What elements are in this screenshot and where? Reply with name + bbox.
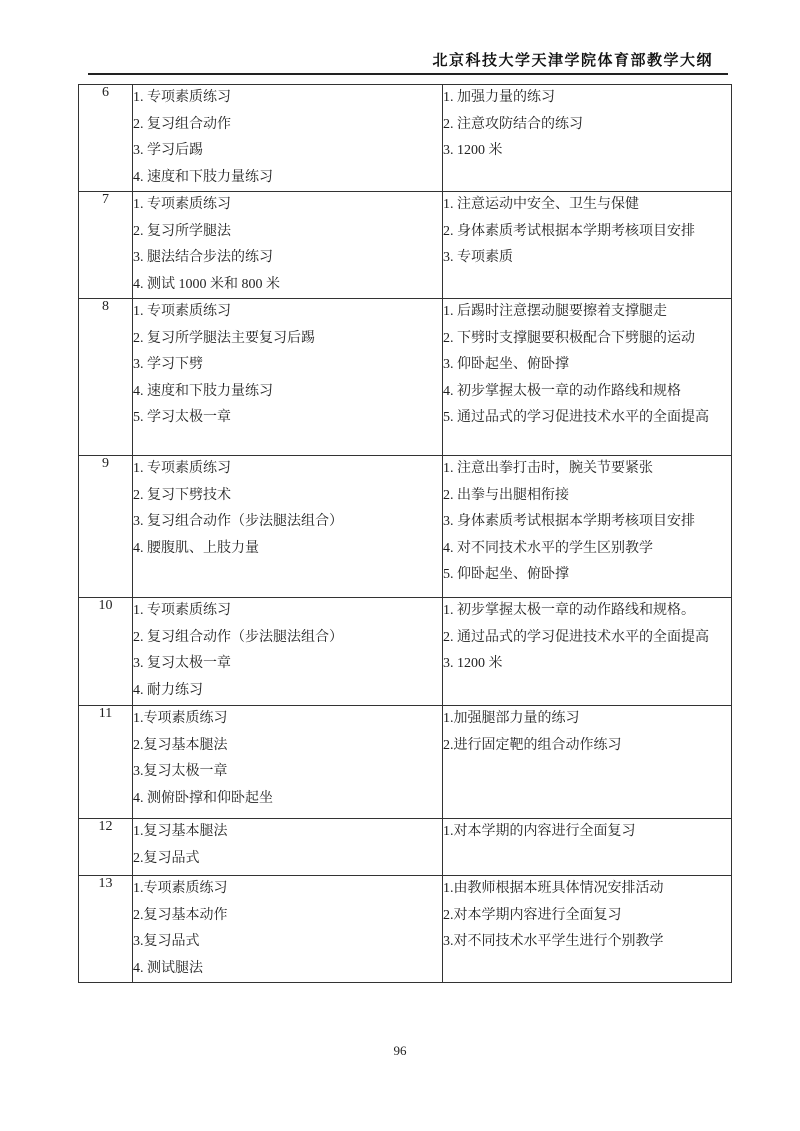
content-item: 3. 复习组合动作（步法腿法组合） [133, 514, 343, 529]
content-item: 2.复习基本动作 [133, 907, 228, 923]
header-title: 北京科技大学天津学院体育部教学大纲 [432, 53, 713, 69]
notes-item: 1. 后踢时注意摆动腿要擦着支撑腿走 [443, 304, 667, 319]
week-cell: 8 [79, 299, 133, 456]
table-row [79, 192, 732, 299]
notes-item: 2. 注意攻防结合的练习 [443, 116, 583, 132]
notes-item: 4. 对不同技术水平的学生区别教学 [443, 540, 653, 556]
week-cell: 11 [79, 706, 133, 819]
table-row [79, 819, 732, 876]
notes-item: 3. 1200 米 [443, 143, 503, 158]
header-rule [88, 73, 728, 75]
content-item: 4. 耐力练习 [133, 682, 203, 698]
notes-item: 2.进行固定靶的组合动作练习 [443, 737, 622, 753]
notes-item: 3. 1200 米 [443, 656, 503, 671]
notes-cell [443, 598, 732, 706]
notes-item: 1. 注意运动中安全、卫生与保健 [443, 197, 639, 212]
table-row [79, 299, 732, 456]
content-item: 1. 专项素质练习 [133, 197, 231, 212]
notes-item: 3.对不同技术水平学生进行个别教学 [443, 934, 664, 949]
notes-item: 2. 通过品式的学习促进技术水平的全面提高 [443, 629, 709, 645]
notes-item: 1.加强腿部力量的练习 [443, 711, 580, 726]
content-item: 1. 专项素质练习 [133, 461, 231, 476]
schedule-table-body [79, 85, 732, 983]
content-item: 4. 速度和下肢力量练习 [133, 169, 273, 185]
notes-item: 3. 专项素质 [443, 250, 513, 265]
week-cell: 7 [79, 192, 133, 299]
notes-item: 1. 注意出拳打击时，腕关节要紧张 [443, 461, 653, 476]
content-item: 2.复习品式 [133, 850, 200, 866]
notes-item: 5. 通过品式的学习促进技术水平的全面提高 [443, 410, 709, 425]
content-item: 1. 专项素质练习 [133, 90, 231, 105]
notes-item: 3. 身体素质考试根据本学期考核项目安排 [443, 514, 695, 529]
week-cell: 6 [79, 85, 133, 192]
table-row [79, 85, 732, 192]
content-item: 1. 专项素质练习 [133, 304, 231, 319]
content-item: 4. 测试 1000 米和 800 米 [133, 276, 280, 292]
table-row [79, 876, 732, 983]
content-item: 3. 腿法结合步法的练习 [133, 250, 273, 265]
notes-item: 2. 出拳与出腿相衔接 [443, 487, 569, 503]
notes-item: 1. 初步掌握太极一章的动作路线和规格。 [443, 603, 695, 618]
page-footer [0, 1042, 800, 1060]
content-item: 4. 腰腹肌、上肢力量 [133, 540, 259, 556]
content-item: 2. 复习下劈技术 [133, 487, 231, 503]
notes-cell [443, 85, 732, 192]
week-cell: 13 [79, 876, 133, 983]
content-item: 2. 复习所学腿法 [133, 223, 231, 239]
notes-item: 1. 加强力量的练习 [443, 90, 555, 105]
notes-cell [443, 876, 732, 983]
content-cell [133, 819, 443, 876]
content-item: 3. 学习后踢 [133, 143, 203, 158]
content-item: 3. 学习下劈 [133, 357, 203, 372]
content-item: 3.复习太极一章 [133, 764, 228, 779]
page-number: 96 [393, 1043, 407, 1058]
content-item: 5. 学习太极一章 [133, 410, 231, 425]
content-cell [133, 456, 443, 598]
content-cell [133, 598, 443, 706]
week-cell: 9 [79, 456, 133, 598]
notes-item: 1.对本学期的内容进行全面复习 [443, 824, 636, 839]
content-cell [133, 706, 443, 819]
week-cell: 10 [79, 598, 133, 706]
table-row [79, 706, 732, 819]
content-item: 2.复习基本腿法 [133, 737, 228, 753]
notes-cell [443, 819, 732, 876]
content-item: 1.专项素质练习 [133, 881, 228, 896]
content-item: 2. 复习组合动作 [133, 116, 231, 132]
content-item: 3.复习品式 [133, 934, 200, 949]
content-item: 4. 速度和下肢力量练习 [133, 383, 273, 399]
notes-item: 1.由教师根据本班具体情况安排活动 [443, 881, 664, 896]
week-cell: 12 [79, 819, 133, 876]
table-row [79, 456, 732, 598]
notes-cell [443, 192, 732, 299]
notes-item: 4. 初步掌握太极一章的动作路线和规格 [443, 383, 681, 399]
content-item: 1. 专项素质练习 [133, 603, 231, 618]
content-cell [133, 876, 443, 983]
notes-item: 3. 仰卧起坐、俯卧撑 [443, 357, 569, 372]
notes-item: 2. 身体素质考试根据本学期考核项目安排 [443, 223, 695, 239]
content-cell [133, 192, 443, 299]
content-cell [133, 299, 443, 456]
notes-item: 5. 仰卧起坐、俯卧撑 [443, 567, 569, 582]
content-item: 4. 测试腿法 [133, 960, 203, 976]
content-item: 4. 测俯卧撑和仰卧起坐 [133, 790, 273, 806]
content-item: 2. 复习组合动作（步法腿法组合） [133, 629, 343, 645]
content-item: 3. 复习太极一章 [133, 656, 231, 671]
content-item: 1.专项素质练习 [133, 711, 228, 726]
content-cell [133, 85, 443, 192]
content-item: 1.复习基本腿法 [133, 824, 228, 839]
notes-item: 2.对本学期内容进行全面复习 [443, 907, 622, 923]
schedule-table [78, 84, 732, 983]
notes-cell [443, 706, 732, 819]
table-row [79, 598, 732, 706]
notes-cell [443, 456, 732, 598]
notes-item: 2. 下劈时支撑腿要积极配合下劈腿的运动 [443, 330, 695, 346]
content-item: 2. 复习所学腿法主要复习后踢 [133, 330, 315, 346]
notes-cell [443, 299, 732, 456]
